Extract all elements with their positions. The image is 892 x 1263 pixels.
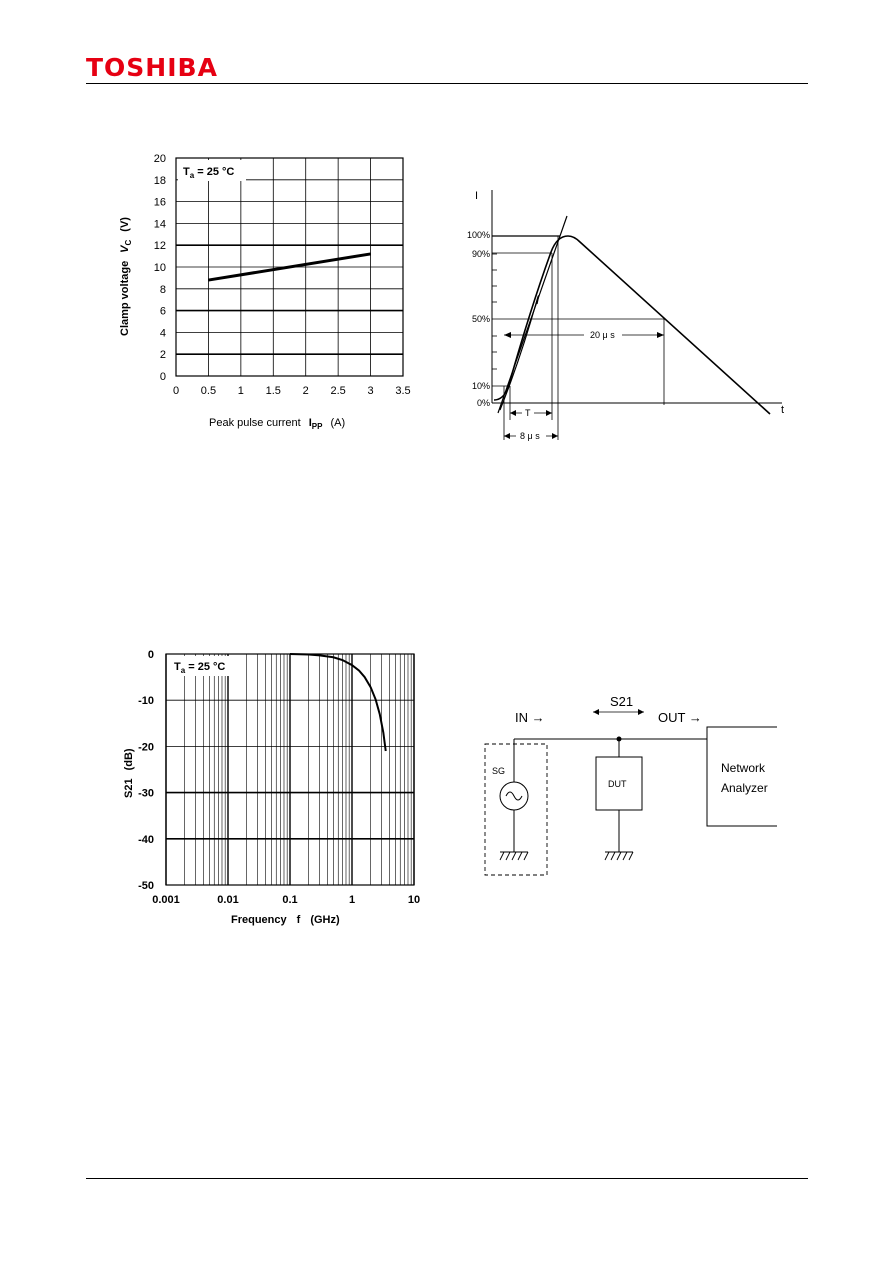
clamp-y-label: Clamp voltageV$_C$(V) [119, 217, 133, 336]
pulse-waveform [494, 236, 770, 414]
clamp-y-tick-label: 2 [159, 349, 166, 362]
clamp-y-tick-label: 16 [153, 196, 166, 209]
pulse-waveform-diagram [467, 190, 784, 441]
sg-ground-icon [500, 852, 528, 860]
pulse-level-labels [467, 230, 490, 408]
clamp-condition: $T_a = 25$ °C [183, 166, 235, 180]
decay-label: 20 μ s [590, 330, 615, 340]
clamp-x-tick-label: 3 [367, 385, 374, 397]
clamp-x-tick-label: 1.5 [265, 385, 281, 397]
clamp-voltage-chart [119, 153, 411, 431]
s21-x-label: Frequency f (GHz) [231, 914, 340, 926]
brand-logo: TOSHIBA [86, 53, 218, 82]
clamp-y-tick-label: 14 [153, 218, 166, 231]
s21-y-tick-label: -30 [138, 787, 154, 800]
level-50: 50% [471, 314, 490, 324]
network-analyzer-label-1: Network [721, 761, 766, 775]
clamp-y-ticks [154, 153, 166, 383]
s21-series [290, 654, 386, 751]
network-analyzer-box [707, 727, 777, 826]
network-analyzer-label-2: Analyzer [721, 781, 768, 795]
s21-x-tick-label: 0.1 [282, 894, 298, 906]
s21-y-tick-label: 0 [147, 649, 154, 661]
clamp-x-tick-label: 0 [172, 385, 180, 397]
dut-label: DUT [608, 779, 627, 789]
s21-y-ticks [138, 649, 154, 892]
front-label: 8 μ s [520, 431, 540, 441]
s21-grid [166, 654, 414, 885]
clamp-x-tick-label: 2 [302, 385, 309, 397]
s21-y-label: S21(dB) [123, 748, 135, 798]
pulse-y-axis-label: I [475, 190, 479, 202]
clamp-x-label: Peak pulse current $I_{PP}$ (A) [209, 417, 346, 431]
s21-x-ticks [152, 894, 420, 906]
s21-y-tick-label: -20 [138, 741, 154, 754]
s21-test-circuit [485, 694, 777, 875]
clamp-x-tick-label: 2.5 [330, 385, 346, 397]
level-0: 0% [476, 398, 490, 408]
level-90: 90% [471, 249, 490, 259]
signal-generator-label: SG [492, 766, 506, 776]
clamp-y-tick-label: 0 [159, 371, 166, 383]
clamp-y-tick-label: 20 [153, 153, 166, 165]
s21-y-tick-label: -50 [138, 880, 154, 892]
pulse-x-axis-label: t [781, 404, 785, 416]
clamp-x-tick-label: 1 [237, 385, 244, 397]
clamp-y-tick-label: 10 [153, 262, 166, 274]
clamp-x-tick-label: 0.5 [200, 385, 217, 397]
sine-icon [506, 792, 522, 800]
s21-x-tick-label: 0.001 [152, 894, 180, 906]
rise-label: T [525, 408, 531, 418]
s21-x-tick-label: 1 [348, 894, 356, 906]
level-10: 10% [471, 381, 490, 391]
s21-condition: $T_a = 25$ °C [174, 661, 226, 675]
clamp-y-tick-label: 18 [153, 174, 166, 187]
circuit-s21-label: S21 [610, 694, 634, 709]
level-100: 100% [466, 230, 490, 240]
s21-chart [123, 649, 420, 926]
clamp-y-tick-label: 12 [153, 240, 166, 253]
circuit-out-label: OUT → [658, 710, 702, 725]
s21-y-tick-label: -40 [138, 833, 154, 846]
pulse-axis-ticks [492, 254, 497, 369]
s21-y-tick-label: -10 [138, 695, 154, 708]
circuit-in-label: IN → [515, 710, 545, 725]
clamp-y-tick-label: 6 [159, 305, 166, 318]
s21-x-tick-label: 10 [407, 894, 421, 906]
dut-ground-icon [605, 852, 633, 860]
s21-curve [290, 654, 386, 751]
s21-x-tick-label: 0.01 [217, 894, 239, 906]
clamp-y-tick-label: 4 [159, 327, 166, 340]
clamp-x-ticks [173, 385, 411, 397]
clamp-y-tick-label: 8 [159, 283, 166, 296]
clamp-x-tick-label: 3.5 [395, 385, 411, 397]
